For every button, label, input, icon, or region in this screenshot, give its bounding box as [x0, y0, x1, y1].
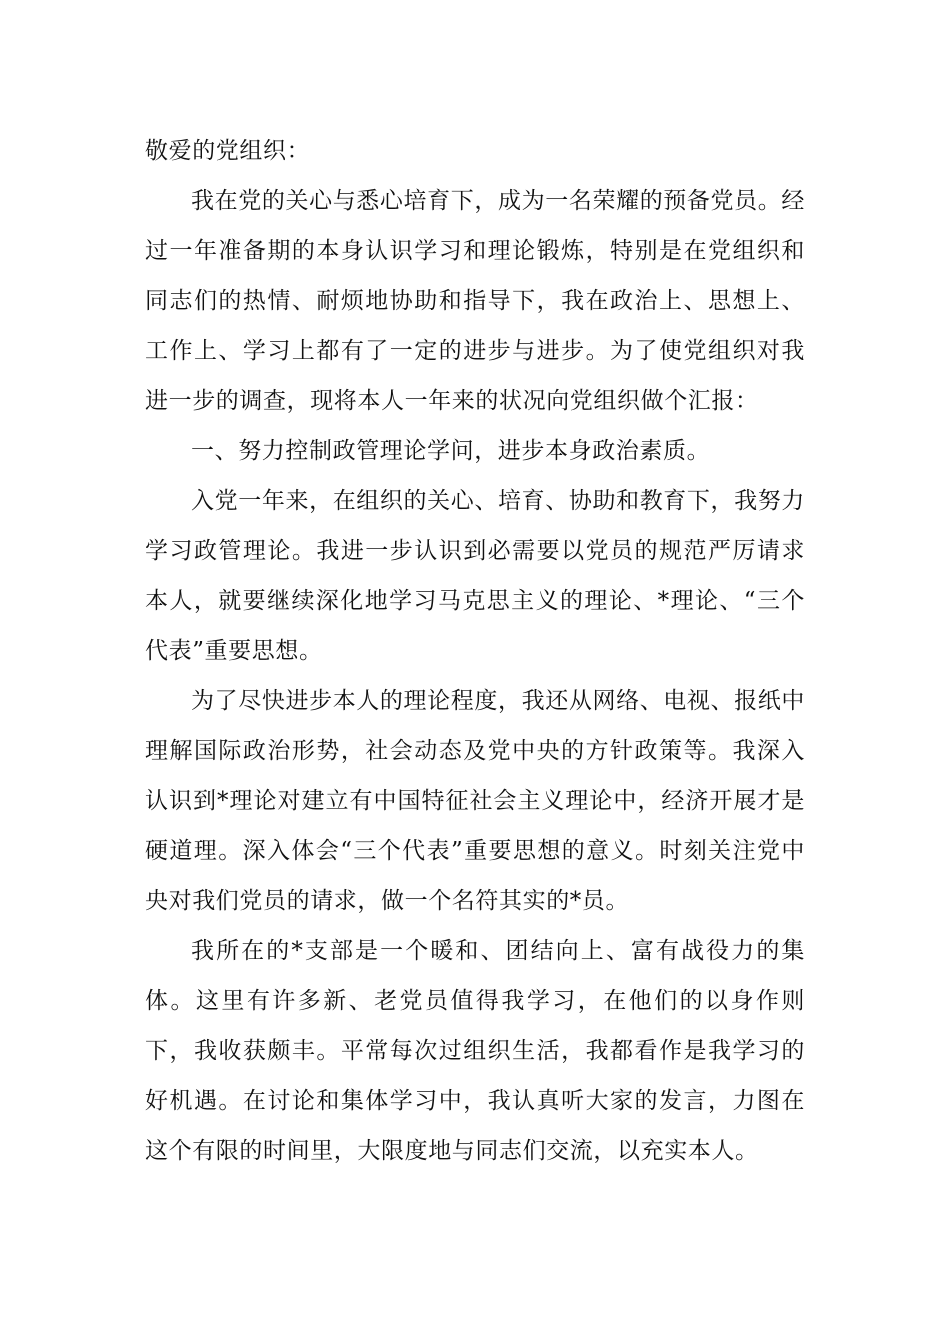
paragraph-intro: 我在党的关心与悉心培育下，成为一名荣耀的预备党员。经过一年准备期的本身认识学习和理论锻炼，特别是在党组织和同志们的热情、耐烦地协助和指导下，我在政治上、思想上、工作上、学习上都有了一定的进步与进步。为了使党组织对我进一步的调查，现将本人一年来的状况向党组织做个汇报：: [145, 188, 805, 414]
paragraph-branch-life: 我所在的*支部是一个暖和、团结向上、富有战役力的集体。这里有许多新、老党员值得我学习，在他们的以身作则下，我收获颇丰。平常每次过组织生活，我都看作是我学习的好机遇。在讨论和集体学习中，我认真听大家的发言，力图在这个有限的时间里，大限度地与同志们交流，以充实本人。: [145, 938, 805, 1164]
paragraph-current-affairs: 为了尽快进步本人的理论程度，我还从网络、电视、报纸中理解国际政治形势，社会动态及党中央的方针政策等。我深入认识到*理论对建立有中国特征社会主义理论中，经济开展才是硬道理。深入体会“三个代表”重要思想的意义。时刻关注党中央对我们党员的请求，做一个名符其实的*员。: [145, 688, 805, 914]
section-heading-1: 一、努力控制政管理论学问，进步本身政治素质。: [191, 438, 711, 464]
paragraph-theory-study: 入党一年来，在组织的关心、培育、协助和教育下，我努力学习政管理论。我进一步认识到必需要以党员的规范严厉请求本人，就要继续深化地学习马克思主义的理论、*理论、“三个代表”重要思想。: [145, 488, 805, 664]
salutation: 敬爱的党组织：: [145, 138, 311, 164]
document-body: [145, 126, 805, 1176]
